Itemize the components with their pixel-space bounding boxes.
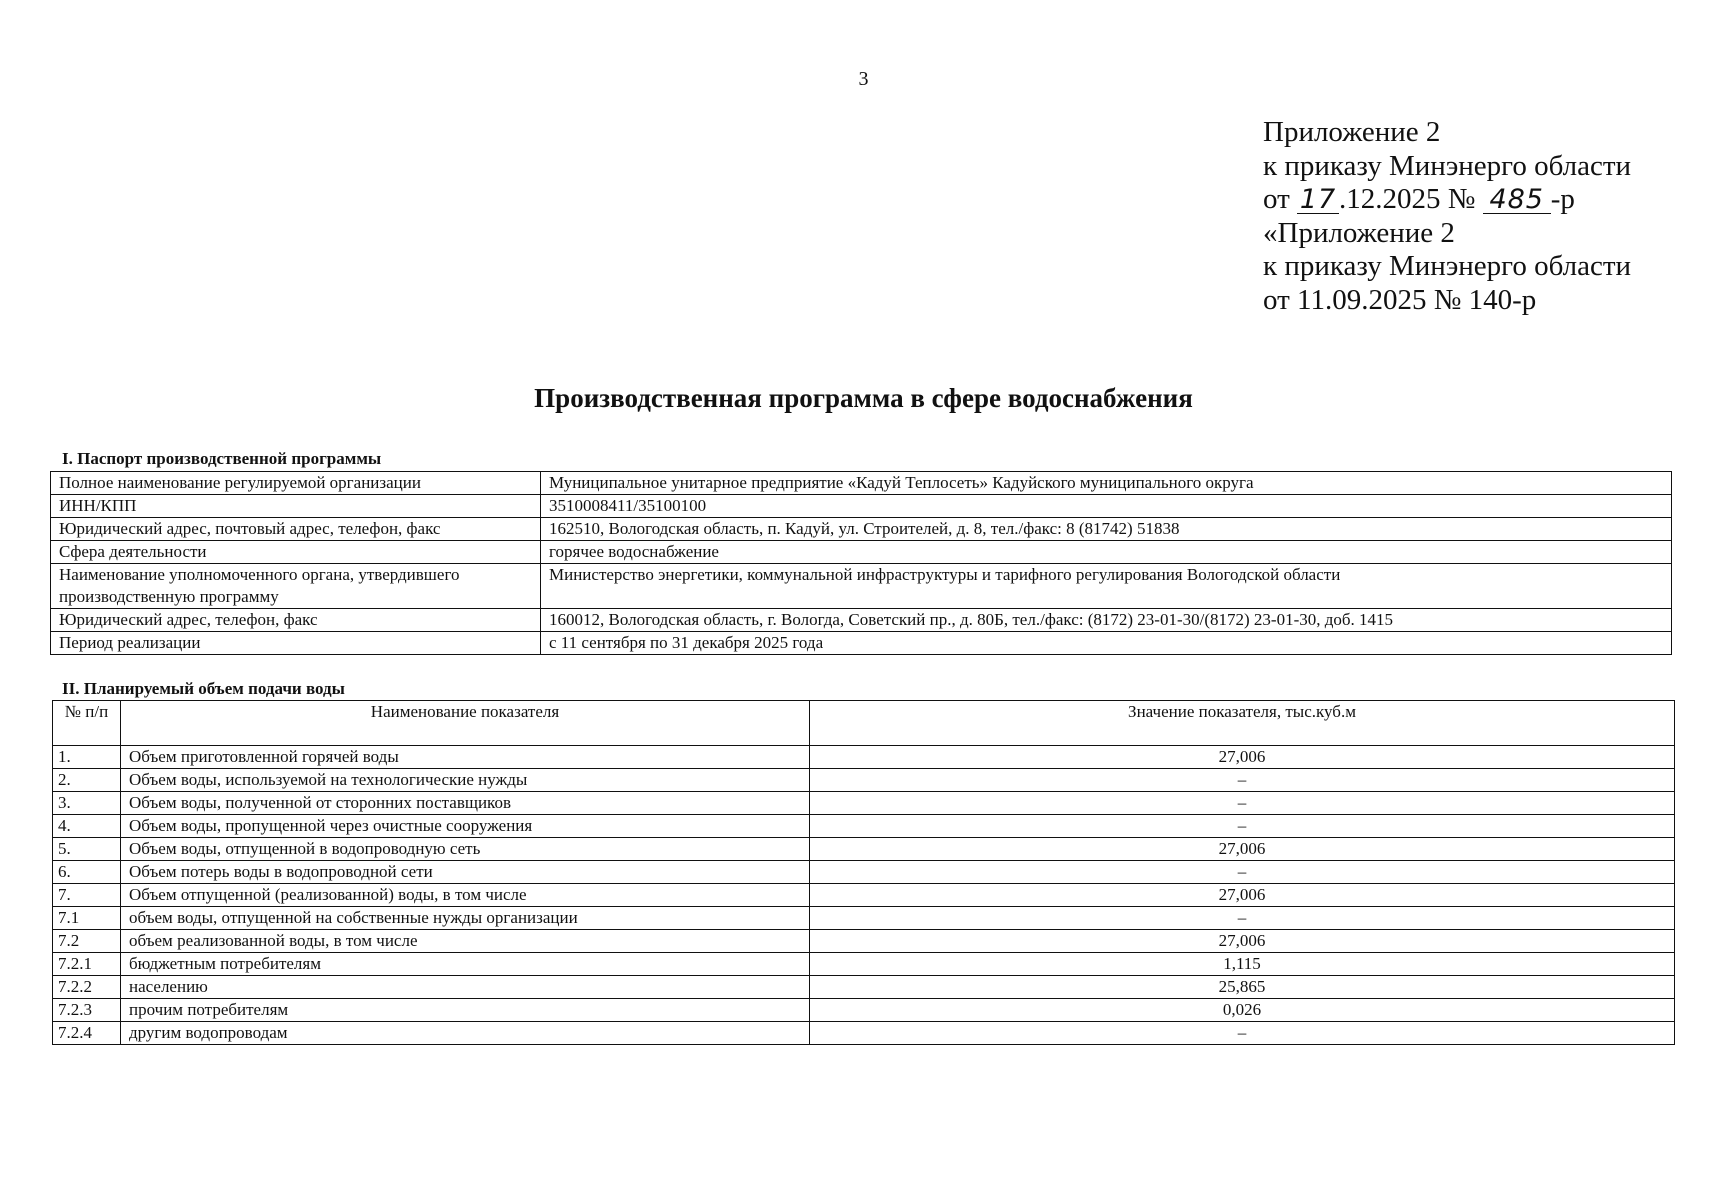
row-indicator-name: Объем отпущенной (реализованной) воды, в том числе	[121, 884, 810, 907]
header-name: Наименование показателя	[121, 701, 810, 746]
passport-row	[51, 632, 1672, 655]
passport-value: Муниципальное унитарное предприятие «Кадуй Теплосеть» Кадуйского муниципального округа	[541, 472, 1672, 495]
row-indicator-value: –	[810, 861, 1675, 884]
table-row	[53, 838, 1675, 861]
header-value: Значение показателя, тыс.куб.м	[810, 701, 1675, 746]
table-row	[53, 930, 1675, 953]
row-indicator-value: –	[810, 769, 1675, 792]
row-number: 7.1	[53, 907, 121, 930]
row-indicator-name: прочим потребителям	[121, 999, 810, 1022]
row-indicator-name: Объем потерь воды в водопроводной сети	[121, 861, 810, 884]
table-row	[53, 1022, 1675, 1045]
row-indicator-name: Объем воды, отпущенной в водопроводную сеть	[121, 838, 810, 861]
table-row	[53, 953, 1675, 976]
row-indicator-value: –	[810, 792, 1675, 815]
row-number: 5.	[53, 838, 121, 861]
row-indicator-name: Объем воды, полученной от сторонних поставщиков	[121, 792, 810, 815]
appendix-line-2: к приказу Минэнерго области	[1263, 149, 1632, 182]
table-row	[53, 769, 1675, 792]
passport-value: с 11 сентября по 31 декабря 2025 года	[541, 632, 1672, 655]
passport-value: 160012, Вологодская область, г. Вологда, Советский пр., д. 80Б, тел./факс: (8172) 23-01-30/(8172) 23-01-30, доб. 1415	[541, 609, 1672, 632]
row-indicator-value: 27,006	[810, 746, 1675, 769]
passport-row	[51, 495, 1672, 518]
document-title: Производственная программа в сфере водоснабжения	[534, 383, 1193, 413]
passport-value: 162510, Вологодская область, п. Кадуй, ул. Строителей, д. 8, тел./факс: 8 (81742) 51838	[541, 518, 1672, 541]
row-indicator-name: Объем воды, используемой на технологические нужды	[121, 769, 810, 792]
row-indicator-value: 27,006	[810, 930, 1675, 953]
handwritten-day: 17	[1297, 187, 1339, 214]
row-indicator-value: 0,026	[810, 999, 1675, 1022]
passport-value: Министерство энергетики, коммунальной инфраструктуры и тарифного регулирования Вологодской области	[541, 564, 1672, 609]
row-indicator-value: 27,006	[810, 884, 1675, 907]
appendix-date-prefix: от	[1263, 183, 1298, 215]
passport-row	[51, 518, 1672, 541]
appendix-line-4: «Приложение 2	[1263, 216, 1455, 249]
water-volume-table	[52, 700, 1675, 1045]
table-row	[53, 746, 1675, 769]
appendix-line-6: от 11.09.2025 № 140-р	[1263, 283, 1537, 316]
passport-label: Юридический адрес, телефон, факс	[51, 609, 541, 632]
row-number: 7.2.1	[53, 953, 121, 976]
passport-label: Период реализации	[51, 632, 541, 655]
row-number: 4.	[53, 815, 121, 838]
table-row	[53, 884, 1675, 907]
page-number: 3	[858, 68, 869, 90]
row-number: 7.2.3	[53, 999, 121, 1022]
appendix-date-suffix: -р	[1550, 183, 1575, 215]
appendix-line-3	[1263, 183, 1631, 217]
table-row	[53, 999, 1675, 1022]
passport-label: Наименование уполномоченного органа, утвердившего производственную программу	[51, 564, 541, 609]
passport-row	[51, 564, 1672, 609]
passport-label: Сфера деятельности	[51, 541, 541, 564]
row-indicator-value: 1,115	[810, 953, 1675, 976]
passport-value: 3510008411/35100100	[541, 495, 1672, 518]
row-number: 2.	[53, 769, 121, 792]
row-indicator-name: Объем приготовленной горячей воды	[121, 746, 810, 769]
row-number: 7.2.4	[53, 1022, 121, 1045]
row-indicator-value: –	[810, 1022, 1675, 1045]
row-number: 7.	[53, 884, 121, 907]
header-num: № п/п	[53, 701, 121, 746]
passport-label: Полное наименование регулируемой организации	[51, 472, 541, 495]
table-row	[53, 861, 1675, 884]
row-number: 1.	[53, 746, 121, 769]
appendix-line-5: к приказу Минэнерго области	[1263, 250, 1632, 282]
row-indicator-name: Объем воды, пропущенной через очистные сооружения	[121, 815, 810, 838]
row-indicator-value: –	[810, 815, 1675, 838]
passport-row	[51, 472, 1672, 495]
table-header-row	[53, 701, 1675, 746]
passport-row	[51, 609, 1672, 632]
row-number: 6.	[53, 861, 121, 884]
table-row	[53, 792, 1675, 815]
row-indicator-name: объем реализованной воды, в том числе	[121, 930, 810, 953]
row-indicator-name: бюджетным потребителям	[121, 953, 810, 976]
appendix-date-middle: .12.2025 №	[1339, 183, 1483, 215]
appendix-header	[1263, 116, 1631, 317]
row-indicator-name: другим водопроводам	[121, 1022, 810, 1045]
table-row	[53, 907, 1675, 930]
row-number: 3.	[53, 792, 121, 815]
row-number: 7.2.2	[53, 976, 121, 999]
passport-label: ИНН/КПП	[51, 495, 541, 518]
handwritten-order-number: 485	[1483, 187, 1551, 214]
section-1-title: I. Паспорт производственной программы	[62, 449, 382, 468]
passport-row	[51, 541, 1672, 564]
table-row	[53, 976, 1675, 999]
row-number: 7.2	[53, 930, 121, 953]
section-2-title: II. Планируемый объем подачи воды	[62, 679, 345, 698]
passport-label: Юридический адрес, почтовый адрес, телефон, факс	[51, 518, 541, 541]
row-indicator-value: 25,865	[810, 976, 1675, 999]
appendix-line-1: Приложение 2	[1263, 116, 1441, 148]
passport-value: горячее водоснабжение	[541, 541, 1672, 564]
row-indicator-name: объем воды, отпущенной на собственные нужды организации	[121, 907, 810, 930]
passport-table	[50, 471, 1672, 655]
row-indicator-name: населению	[121, 976, 810, 999]
row-indicator-value: –	[810, 907, 1675, 930]
table-row	[53, 815, 1675, 838]
row-indicator-value: 27,006	[810, 838, 1675, 861]
